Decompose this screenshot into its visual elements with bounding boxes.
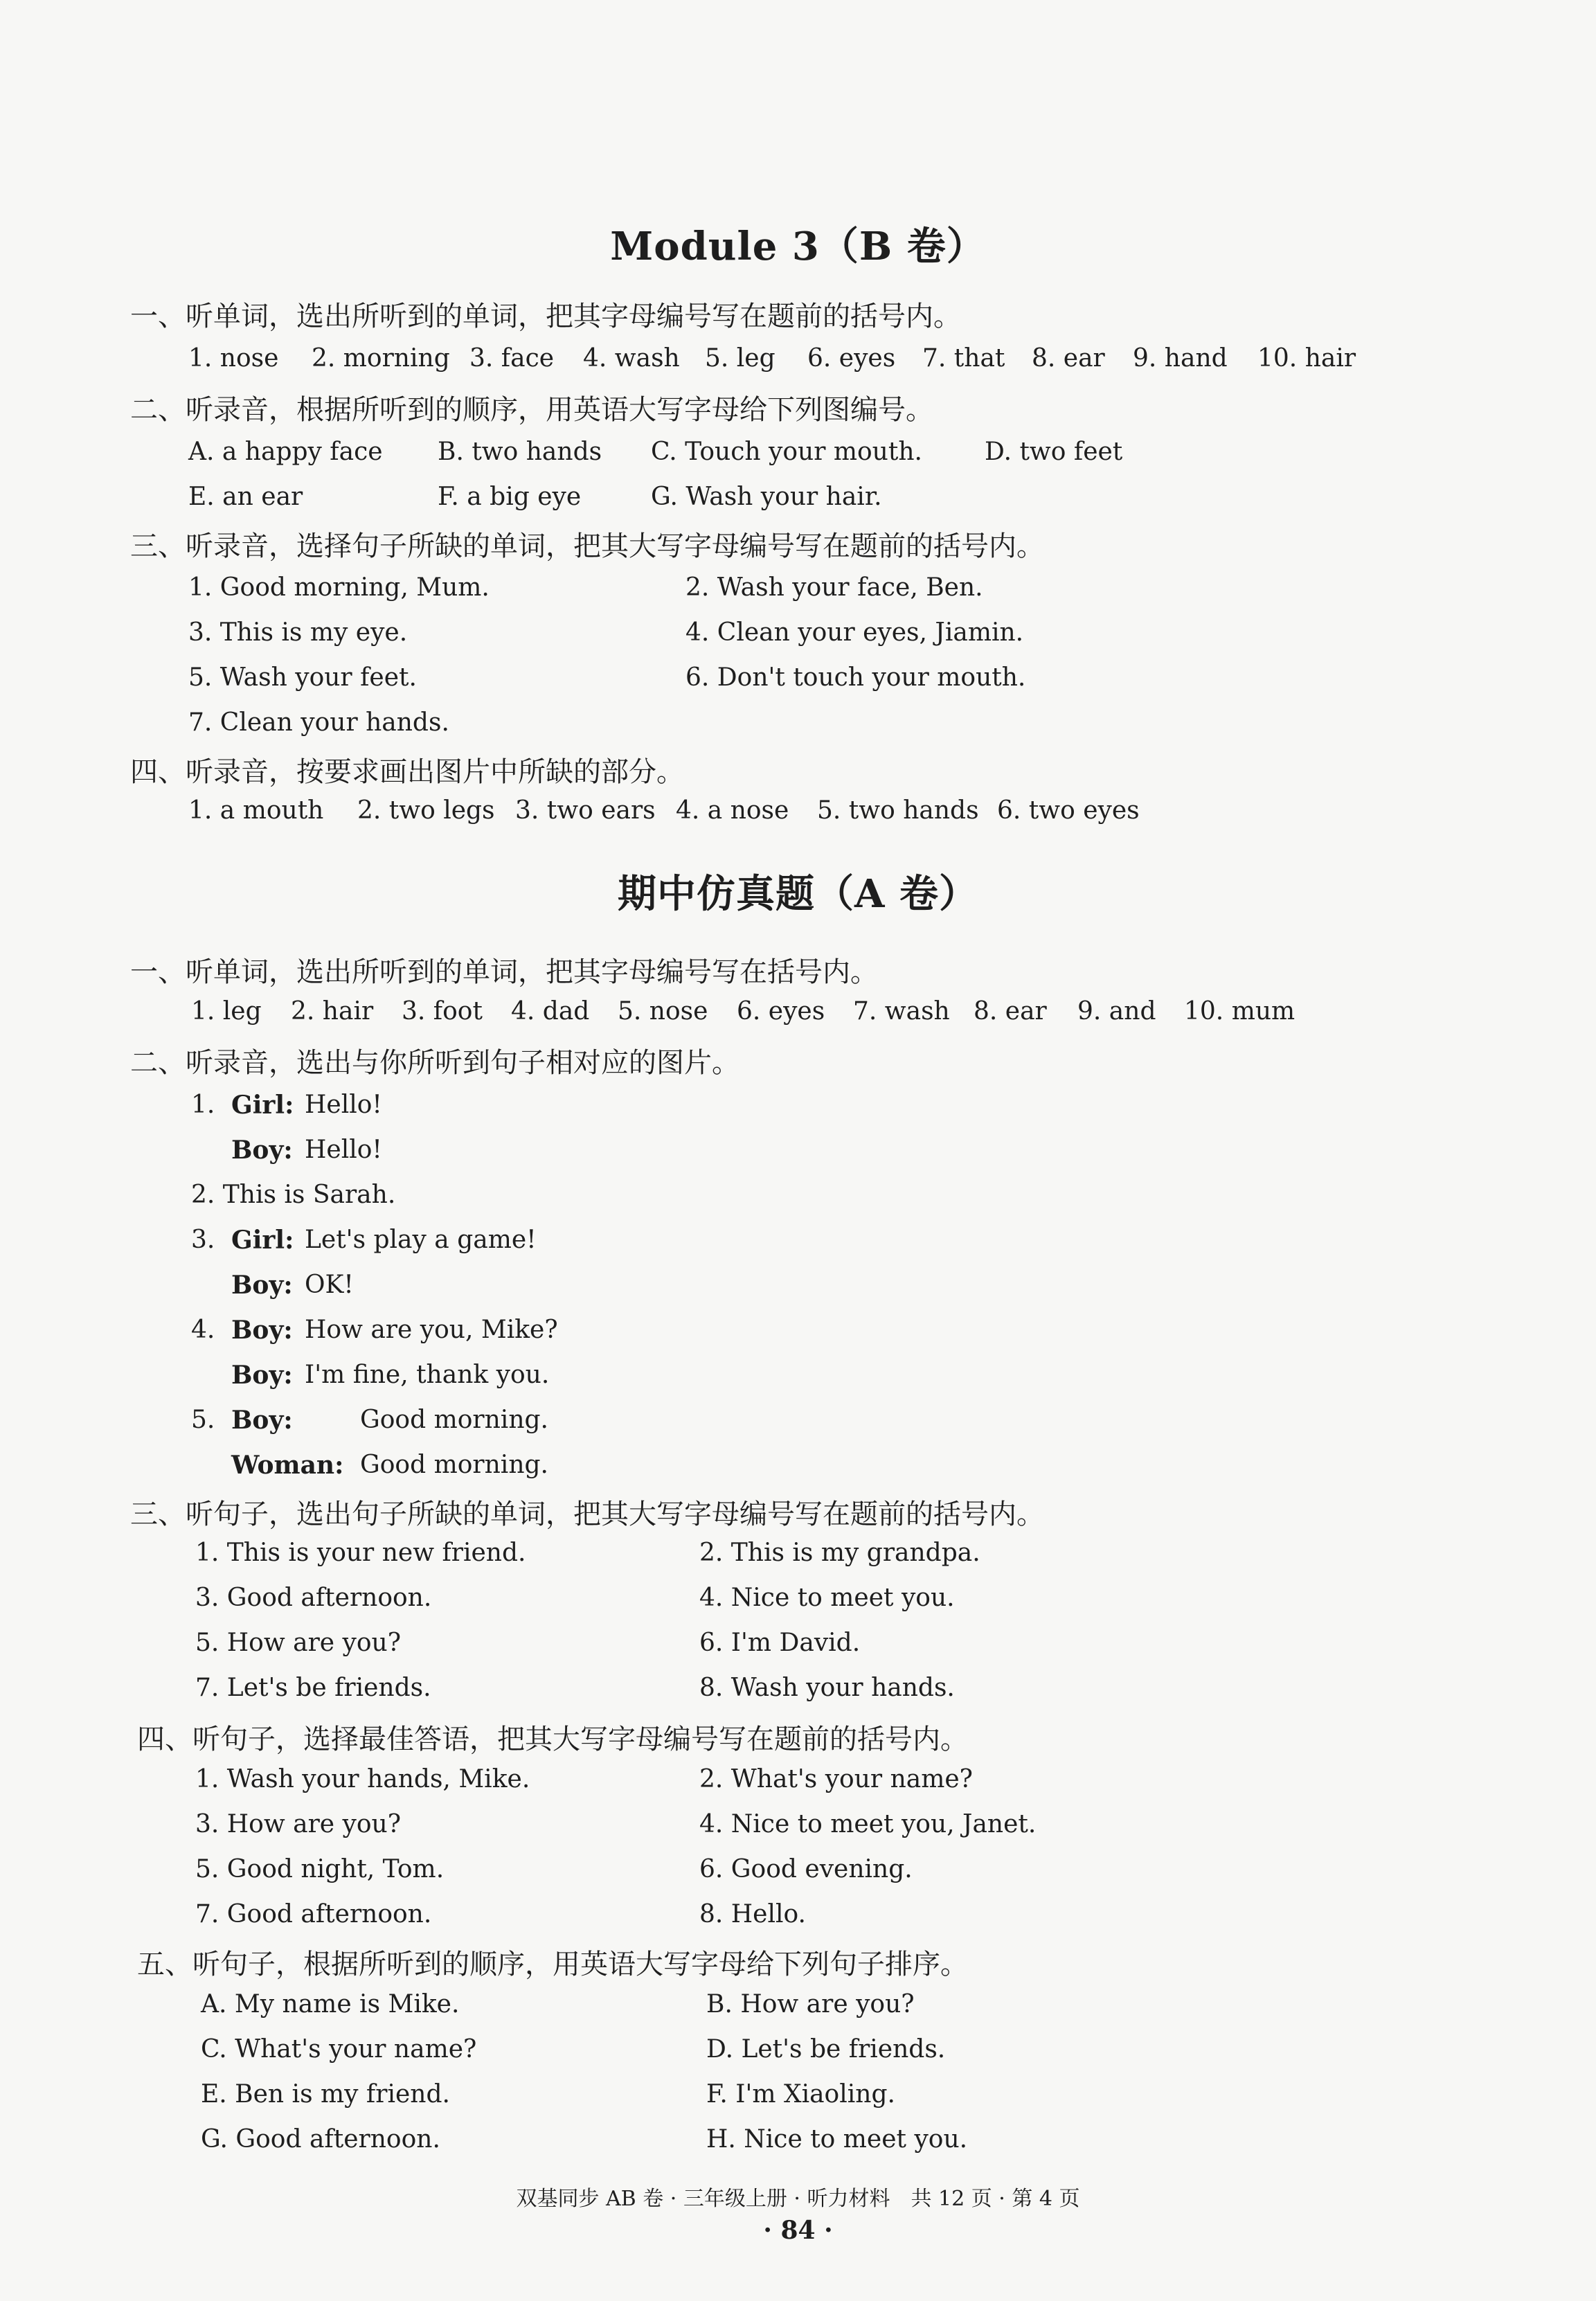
module3-title: Module 3（B 卷） — [610, 224, 986, 269]
list-item: 2. hair — [291, 997, 374, 1026]
list-item: 1. Wash your hands, Mike. — [195, 1765, 530, 1793]
speaker-label: Girl: — [231, 1091, 294, 1120]
list-item: 4. Nice to meet you. — [699, 1584, 955, 1612]
speaker-label: Boy: — [231, 1271, 293, 1300]
list-item: G. Good afternoon. — [201, 2125, 440, 2154]
list-item: 7. Good afternoon. — [195, 1900, 432, 1928]
list-item: E. Ben is my friend. — [201, 2080, 450, 2108]
list-item: 7. Clean your hands. — [188, 708, 449, 737]
dialogue-line: Hello! — [305, 1091, 382, 1119]
list-item: 2. What's your name? — [699, 1765, 973, 1793]
list-item: 3. foot — [402, 997, 483, 1026]
midterm-section5-heading: 五、听句子，根据所听到的顺序，用英语大写字母给下列句子排序。 — [137, 1949, 968, 1980]
speaker-label: Boy: — [231, 1316, 293, 1345]
speaker-label: Boy: — [231, 1406, 293, 1435]
list-item: 6. eyes — [807, 344, 896, 373]
dialogue-number: 1. — [191, 1091, 215, 1119]
dialogue-number: 3. — [191, 1226, 215, 1254]
page-footer: 双基同步 AB 卷 · 三年级上册 · 听力材料 共 12 页 · 第 4 页 — [516, 2187, 1080, 2211]
dialogue-line: Hello! — [305, 1136, 382, 1164]
list-item: 10. mum — [1184, 997, 1295, 1026]
list-item: A. a happy face — [188, 438, 383, 466]
midterm-section1-heading: 一、听单词，选出所听到的单词，把其字母编号写在括号内。 — [130, 956, 878, 988]
list-item: 5. Good night, Tom. — [195, 1855, 445, 1883]
list-item: C. What's your name? — [201, 2035, 477, 2063]
list-item: F. a big eye — [438, 483, 582, 511]
dialogue-line: OK! — [305, 1271, 354, 1299]
speaker-label: Girl: — [231, 1226, 294, 1255]
list-item: E. an ear — [188, 483, 303, 511]
list-item: 6. two eyes — [997, 796, 1140, 825]
list-item: 5. Wash your feet. — [188, 663, 417, 692]
list-item: D. two feet — [985, 438, 1123, 466]
module3-section2-heading: 二、听录音，根据所听到的顺序，用英语大写字母给下列图编号。 — [130, 394, 933, 426]
list-item: 4. a nose — [676, 796, 789, 825]
dialogue-line: Let's play a game! — [305, 1226, 537, 1254]
list-item: 7. that — [922, 344, 1005, 373]
list-item: C. Touch your mouth. — [651, 438, 922, 466]
list-item: 4. dad — [511, 997, 590, 1026]
list-item: 6. I'm David. — [699, 1629, 861, 1657]
list-item: 6. Don't touch your mouth. — [685, 663, 1026, 692]
list-item: B. two hands — [438, 438, 602, 466]
list-item: 1. a mouth — [188, 796, 324, 825]
list-item: 4. Clean your eyes, Jiamin. — [685, 618, 1024, 647]
dialogue-line: How are you, Mike? — [305, 1316, 558, 1344]
list-item: 5. How are you? — [195, 1629, 402, 1657]
list-item: 7. wash — [853, 997, 950, 1026]
list-item: 3. How are you? — [195, 1810, 402, 1838]
list-item: 9. hand — [1133, 344, 1228, 373]
speaker-label: Boy: — [231, 1136, 293, 1165]
list-item: 9. and — [1077, 997, 1156, 1026]
midterm-section2-heading: 二、听录音，选出与你所听到句子相对应的图片。 — [130, 1047, 739, 1079]
dialogue-line: 2. This is Sarah. — [191, 1181, 396, 1209]
list-item: 10. hair — [1257, 344, 1356, 373]
list-item: 1. nose — [188, 344, 279, 373]
page-number: · 84 · — [763, 2216, 833, 2245]
list-item: 6. Good evening. — [699, 1855, 913, 1883]
list-item: 5. leg — [705, 344, 775, 373]
list-item: 2. Wash your face, Ben. — [685, 573, 983, 602]
midterm-section3-heading: 三、听句子，选出句子所缺的单词，把其大写字母编号写在题前的括号内。 — [130, 1498, 1044, 1530]
list-item: 8. ear — [1032, 344, 1105, 373]
list-item: 2. two legs — [357, 796, 495, 825]
list-item: H. Nice to meet you. — [706, 2125, 968, 2154]
list-item: 8. Hello. — [699, 1900, 807, 1928]
list-item: 1. Good morning, Mum. — [188, 573, 490, 602]
list-item: 3. face — [469, 344, 555, 373]
midterm-section4-heading: 四、听句子，选择最佳答语，把其大写字母编号写在题前的括号内。 — [137, 1723, 968, 1755]
module3-section3-heading: 三、听录音，选择句子所缺的单词，把其大写字母编号写在题前的括号内。 — [130, 530, 1044, 562]
list-item: F. I'm Xiaoling. — [706, 2080, 895, 2108]
midterm-title: 期中仿真题（A 卷） — [618, 871, 978, 917]
module3-section1-heading: 一、听单词，选出所听到的单词，把其字母编号写在题前的括号内。 — [130, 301, 961, 332]
dialogue-number: 5. — [191, 1406, 215, 1434]
list-item: 5. two hands — [817, 796, 979, 825]
module3-section4-heading: 四、听录音，按要求画出图片中所缺的部分。 — [130, 756, 684, 788]
list-item: 7. Let's be friends. — [195, 1674, 431, 1702]
speaker-label: Boy: — [231, 1361, 293, 1390]
list-item: 3. two ears — [515, 796, 656, 825]
list-item: 2. morning — [312, 344, 450, 373]
list-item: 1. This is your new friend. — [195, 1539, 526, 1567]
list-item: A. My name is Mike. — [201, 1990, 460, 2018]
list-item: 8. Wash your hands. — [699, 1674, 955, 1702]
speaker-label: Woman: — [231, 1451, 344, 1480]
dialogue-line: Good morning. — [360, 1406, 548, 1434]
dialogue-number: 4. — [191, 1316, 215, 1344]
dialogue-line: I'm fine, thank you. — [305, 1361, 550, 1389]
dialogue-line: Good morning. — [360, 1451, 548, 1479]
list-item: 3. This is my eye. — [188, 618, 408, 647]
list-item: G. Wash your hair. — [651, 483, 882, 511]
list-item: 5. nose — [618, 997, 708, 1026]
list-item: 2. This is my grandpa. — [699, 1539, 980, 1567]
list-item: 3. Good afternoon. — [195, 1584, 432, 1612]
list-item: B. How are you? — [706, 1990, 915, 2018]
list-item: D. Let's be friends. — [706, 2035, 946, 2063]
list-item: 4. wash — [583, 344, 680, 373]
list-item: 6. eyes — [737, 997, 825, 1026]
list-item: 1. leg — [191, 997, 262, 1026]
list-item: 8. ear — [974, 997, 1047, 1026]
list-item: 4. Nice to meet you, Janet. — [699, 1810, 1037, 1838]
